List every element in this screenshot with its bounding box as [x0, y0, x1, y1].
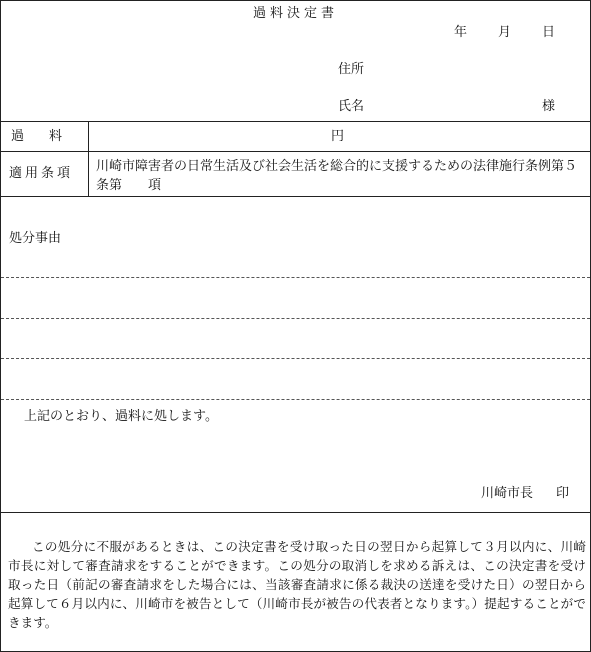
- fine-unit: 円: [331, 129, 345, 144]
- reason-line: [1, 277, 590, 278]
- table-column-divider: [88, 121, 89, 196]
- article-label: 適用条項: [9, 166, 74, 181]
- address-label: 住所: [338, 62, 365, 77]
- reason-line: [1, 399, 590, 400]
- table-top-border: [1, 121, 590, 122]
- date-day-label: 日: [542, 25, 556, 40]
- reason-line: [1, 358, 590, 359]
- reason-line: [1, 318, 590, 319]
- date-month-label: 月: [498, 25, 512, 40]
- date-year-label: 年: [454, 25, 468, 40]
- form-title: 過料決定書: [252, 6, 338, 21]
- decision-text: 上記のとおり、過料に処します。: [24, 409, 218, 424]
- article-text: 川崎市障害者の日常生活及び社会生活を総合的に支援するための法律施行条例第５条第 項: [96, 159, 578, 193]
- table-bottom-border: [1, 196, 590, 197]
- appeal-notice: この処分に不服があるときは、この決定書を受け取った日の翌日から起算して３月以内に、川崎市長に対して審査請求をすることができます。この処分の取消しを求める訴えは、この決定書を受け取った日（前記の審査請求をした場合には、当該審査請求に係る裁決の送達を受けた日）の翌日から起算して６月以内に、川崎市を被告として（川崎市長が被告の代表者となります。）提起することができます。: [8, 539, 586, 630]
- notice-divider: [1, 512, 590, 513]
- name-label: 氏名: [338, 99, 365, 114]
- seal-mark: 印: [556, 486, 570, 501]
- fine-label: 過 料: [11, 129, 69, 144]
- reason-label: 処分事由: [9, 231, 62, 246]
- table-row-divider: [1, 151, 590, 152]
- issuer-label: 川崎市長: [481, 486, 534, 501]
- honorific-label: 様: [542, 99, 556, 114]
